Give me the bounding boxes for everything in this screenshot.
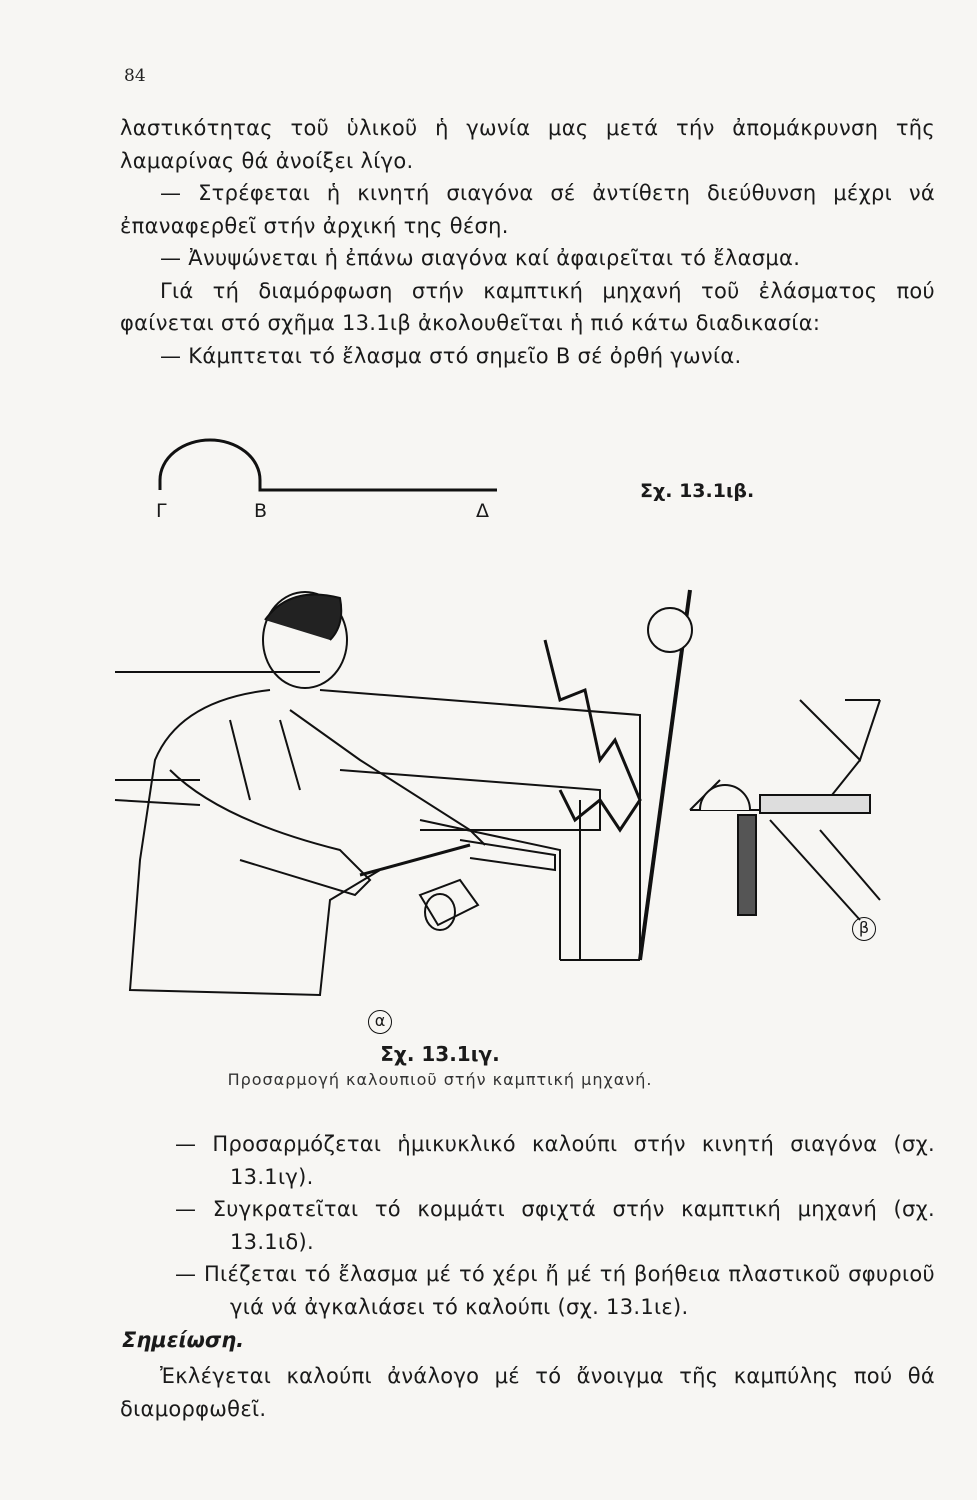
- machine-top-edge: [115, 672, 640, 960]
- list-item: — Ἀνυψώνεται ἡ ἐπάνω σιαγόνα καί ἀφαιρεῖται τό ἔλασμα.: [160, 246, 801, 270]
- figure-label-b: β: [852, 917, 876, 941]
- machine-front: [115, 780, 560, 960]
- workpiece-sheet: [460, 840, 555, 870]
- paragraph: λαστικότητας τοῦ ὑλικοῦ ἡ γωνία μας μετά τήν ἀπομάκρυνση τῆς λαμαρίνας θά ἀνοίξει λίγο.: [120, 116, 935, 173]
- figure-label-a: α: [368, 1010, 392, 1034]
- detail-beta-section: [690, 700, 880, 920]
- worker-hair: [265, 594, 341, 640]
- machine-handle: [640, 590, 690, 960]
- figure-main-subcaption: Προσαρμογή καλουπιοῦ στήν καμπτική μηχανή.: [227, 1070, 653, 1089]
- machine-base: [560, 800, 640, 960]
- list-item: — Προσαρμόζεται ἡμικυκλικό καλούπι στήν κινητή σιαγόνα (σχ. 13.1ιγ).: [175, 1132, 935, 1189]
- bent-sheet-profile: [160, 440, 497, 490]
- top-text-block: [120, 112, 935, 372]
- list-item: — Κάμπτεται τό ἔλασμα στό σημεῖο Β σέ ὀρθή γωνία.: [160, 343, 742, 368]
- handle-knob: [648, 608, 692, 652]
- mallet-handle: [360, 845, 470, 875]
- list-item: — Στρέφεται ἡ κινητή σιαγόνα σέ ἀντίθετη διεύθυνση μέχρι νά ἐπαναφερθεῖ στήν ἀρχική της θέση.: [120, 181, 935, 238]
- figure-main-caption: Σχ. 13.1ιγ.: [380, 1042, 500, 1066]
- label-delta: Δ: [476, 500, 489, 522]
- list-item: — Συγκρατεῖται τό κομμάτι σφιχτά στήν καμπτική μηχανή (σχ. 13.1ιδ).: [175, 1197, 935, 1254]
- note-heading: Σημείωση.: [122, 1328, 245, 1352]
- mallet-head: [420, 880, 478, 925]
- worker-arm-left: [170, 770, 370, 895]
- worker-body: [130, 690, 380, 995]
- page-number: 84: [124, 66, 146, 86]
- clamp-arm: [545, 640, 640, 830]
- worker-shirt-lines: [230, 720, 300, 800]
- machine-beam: [340, 770, 600, 830]
- worker-head: [263, 592, 347, 688]
- note-text-block: [120, 1360, 935, 1425]
- worker-arm-right: [290, 710, 485, 845]
- paragraph: Γιά τή διαμόρφωση στήν καμπτική μηχανή τοῦ ἐλάσματος πού φαίνεται στό σχῆμα 13.1ιβ ἀκολουθεῖται ἡ πιό κάτω διαδικασία:: [120, 278, 935, 335]
- label-beta: Β: [254, 500, 268, 522]
- figure-small-caption: Σχ. 13.1ιβ.: [640, 480, 755, 502]
- label-gamma: Γ: [156, 500, 167, 522]
- note-text: Ἐκλέγεται καλούπι ἀνάλογο μέ τό ἄνοιγμα τῆς καμπύλης πού θά διαμορφωθεῖ.: [120, 1364, 935, 1421]
- list-item: — Πιέζεται τό ἔλασμα μέ τό χέρι ἤ μέ τή βοήθεια πλαστικοῦ σφυριοῦ γιά νά ἀγκαλιάσει τό καλούπι (σχ. 13.1ιε).: [175, 1262, 935, 1319]
- bottom-text-block: [120, 1128, 935, 1323]
- mallet-face: [425, 894, 455, 930]
